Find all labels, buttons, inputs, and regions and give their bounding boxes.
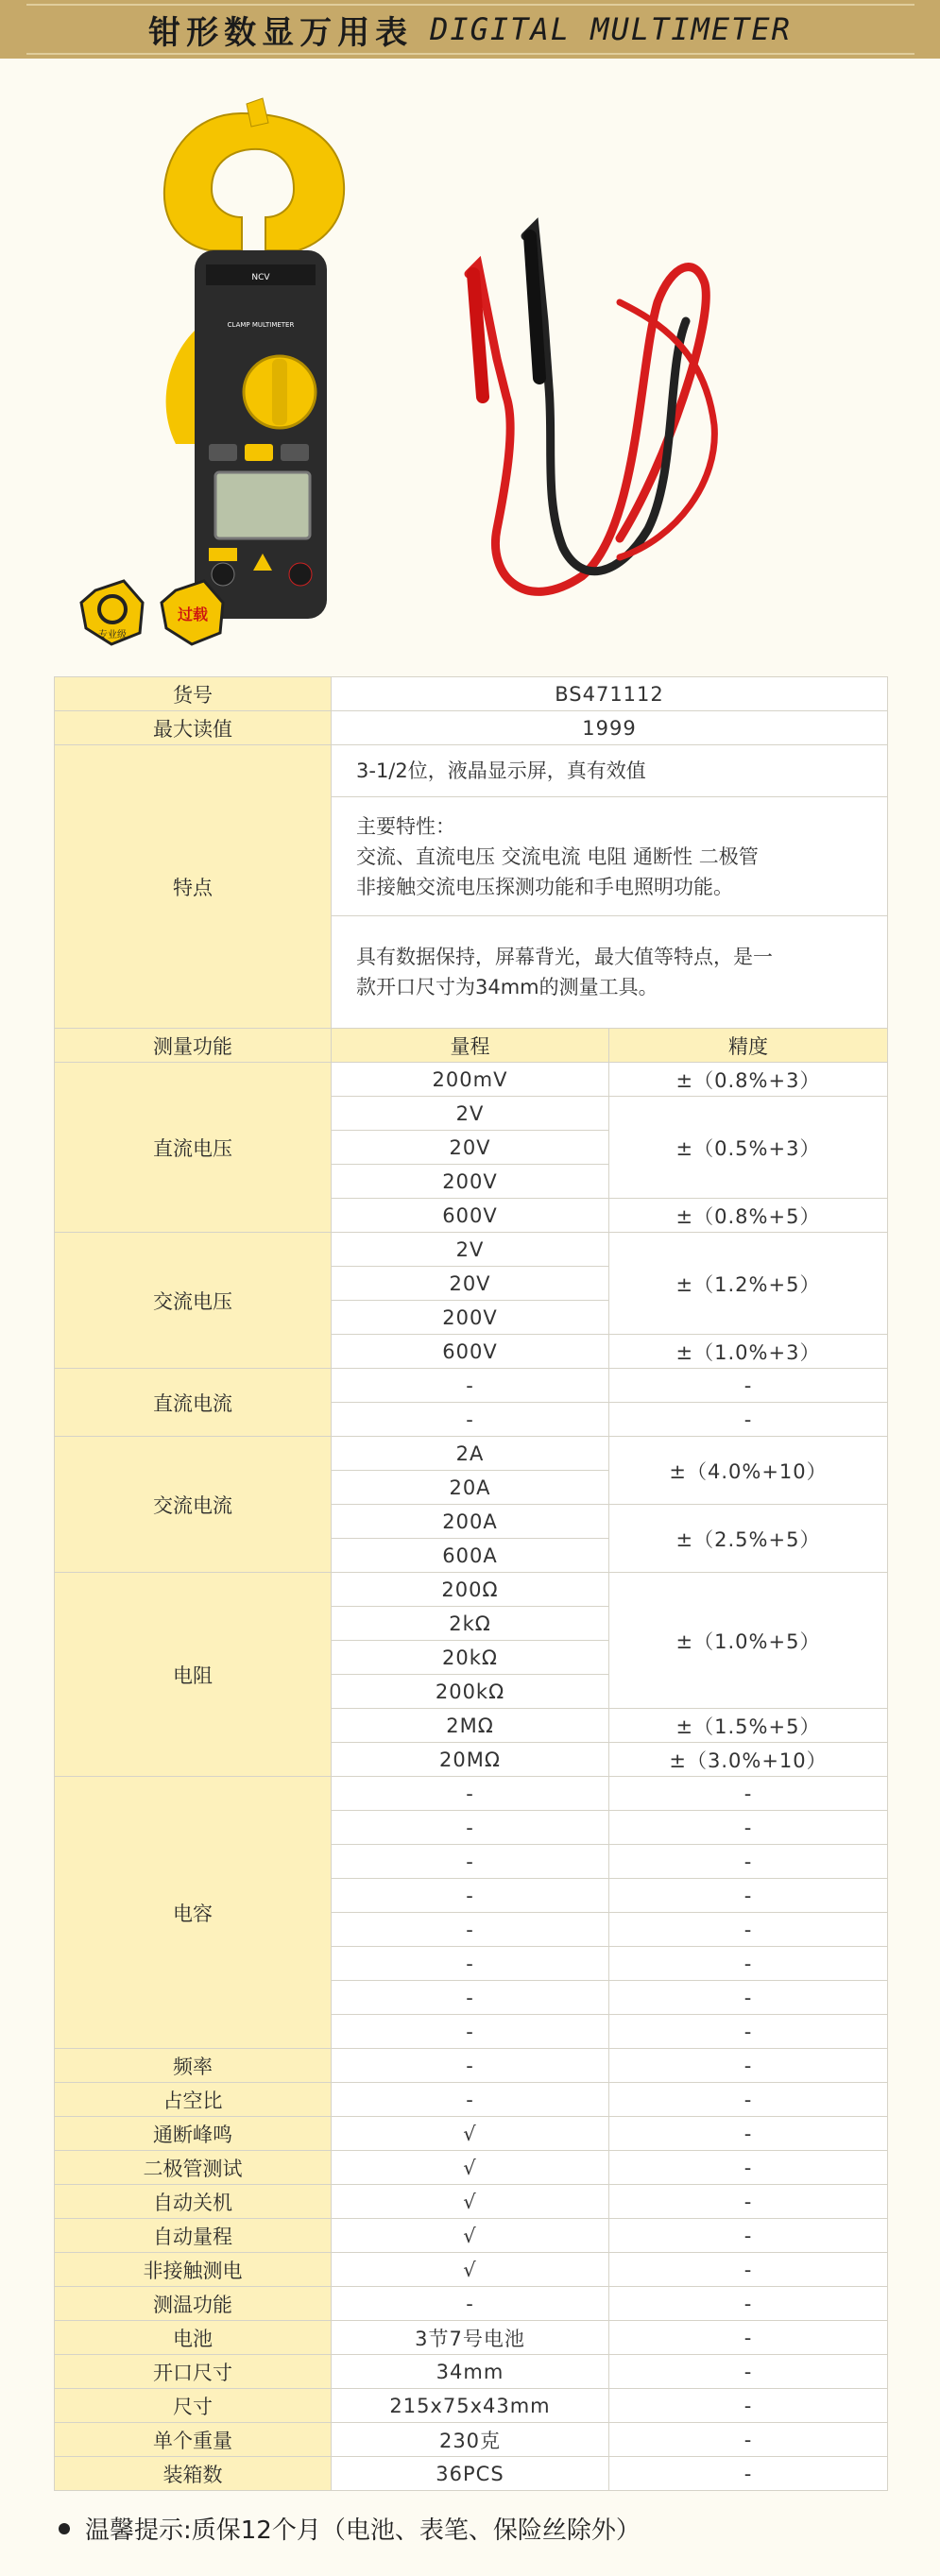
title-english: DIGITAL MULTIMETER (430, 11, 792, 47)
svg-text:NCV: NCV (251, 273, 270, 282)
accuracy-cell: - (609, 2015, 888, 2049)
range-cell: 600V (332, 1335, 609, 1369)
row-label: 通断峰鸣 (55, 2117, 332, 2151)
feature-text (332, 916, 888, 1029)
row-label: 测温功能 (55, 2287, 332, 2321)
range-cell: 230克 (332, 2423, 609, 2457)
overload-badge-icon (162, 581, 223, 644)
range-cell: 20V (332, 1267, 609, 1301)
range-cell: √ (332, 2151, 609, 2185)
range-cell: 20V (332, 1131, 609, 1165)
title-chinese: 钳形数显万用表 (148, 13, 414, 52)
range-cell: 200mV (332, 1063, 609, 1097)
accuracy-cell: - (609, 1811, 888, 1845)
range-cell: 200Ω (332, 1573, 609, 1607)
accuracy-cell: - (609, 1981, 888, 2015)
range-cell: 2kΩ (332, 1607, 609, 1641)
row-label: 货号 (55, 677, 332, 711)
range-cell: √ (332, 2117, 609, 2151)
row-label: 自动量程 (55, 2219, 332, 2253)
accuracy-cell: - (609, 2389, 888, 2423)
table-row (55, 2321, 888, 2355)
row-label: 最大读值 (55, 711, 332, 745)
table-row (55, 1029, 888, 1063)
accuracy-cell: - (609, 2321, 888, 2355)
feature-text: 3-1/2位，液晶显示屏，真有效值 (332, 745, 888, 797)
range-cell: 2A (332, 1437, 609, 1471)
range-cell: 20A (332, 1471, 609, 1505)
row-label: 尺寸 (55, 2389, 332, 2423)
header-accuracy: 精度 (609, 1029, 888, 1063)
accuracy-cell: - (609, 1403, 888, 1437)
table-row (55, 2287, 888, 2321)
range-cell: 200A (332, 1505, 609, 1539)
table-row (55, 2389, 888, 2423)
row-label: 二极管测试 (55, 2151, 332, 2185)
accuracy-cell: ±（1.5%+5） (609, 1709, 888, 1743)
header-function: 测量功能 (55, 1029, 332, 1063)
accuracy-cell: - (609, 2457, 888, 2491)
range-cell: - (332, 1811, 609, 1845)
feature-line: 款开口尺寸为34mm的测量工具。 (356, 976, 658, 998)
accuracy-cell: ±（3.0%+10） (609, 1743, 888, 1777)
accuracy-cell: - (609, 2083, 888, 2117)
test-leads-image (469, 227, 714, 591)
accuracy-cell: ±（0.8%+5） (609, 1199, 888, 1233)
accuracy-cell: - (609, 2219, 888, 2253)
range-cell: - (332, 1777, 609, 1811)
accuracy-cell: - (609, 2185, 888, 2219)
table-row (55, 1369, 888, 1403)
table-row (55, 2185, 888, 2219)
table-row (55, 2049, 888, 2083)
row-label: 占空比 (55, 2083, 332, 2117)
row-label: 开口尺寸 (55, 2355, 332, 2389)
accuracy-cell: - (609, 1369, 888, 1403)
range-cell: - (332, 2049, 609, 2083)
range-cell: - (332, 1981, 609, 2015)
row-value: BS471112 (332, 677, 888, 711)
accuracy-cell: - (609, 1879, 888, 1913)
table-row (55, 2423, 888, 2457)
row-label: 直流电压 (55, 1063, 332, 1233)
title-bar (26, 4, 914, 55)
spec-table (54, 676, 888, 2491)
range-cell: 2MΩ (332, 1709, 609, 1743)
row-label: 自动关机 (55, 2185, 332, 2219)
table-row (55, 1777, 888, 1811)
row-label: 电池 (55, 2321, 332, 2355)
table-row (55, 677, 888, 711)
table-row (55, 2457, 888, 2491)
accuracy-cell: - (609, 2049, 888, 2083)
accuracy-cell: ±（1.0%+5） (609, 1573, 888, 1709)
row-label: 单个重量 (55, 2423, 332, 2457)
row-label: 装箱数 (55, 2457, 332, 2491)
product-photo (53, 85, 884, 652)
warranty-note (59, 2511, 641, 2546)
feature-line: 交流、直流电压 交流电流 电阻 通断性 二极管 (356, 844, 759, 868)
table-row (55, 745, 888, 797)
accuracy-cell: - (609, 1845, 888, 1879)
range-cell: - (332, 1369, 609, 1403)
range-cell: 215x75x43mm (332, 2389, 609, 2423)
row-label: 交流电压 (55, 1233, 332, 1369)
table-row (55, 2117, 888, 2151)
badge-label-overload: 过载 (177, 606, 209, 623)
range-cell: 200kΩ (332, 1675, 609, 1709)
table-row (55, 2151, 888, 2185)
clamp-meter-image (164, 98, 344, 619)
range-cell: - (332, 2287, 609, 2321)
row-label: 直流电流 (55, 1369, 332, 1437)
range-cell: 2V (332, 1097, 609, 1131)
row-value: 1999 (332, 711, 888, 745)
feature-line: 具有数据保持，屏幕背光，最大值等特点，是一 (356, 946, 773, 968)
accuracy-cell: - (609, 1947, 888, 1981)
row-label: 频率 (55, 2049, 332, 2083)
range-cell: - (332, 1403, 609, 1437)
range-cell: - (332, 1845, 609, 1879)
range-cell: 20MΩ (332, 1743, 609, 1777)
accuracy-cell: - (609, 1913, 888, 1947)
feature-text (332, 797, 888, 916)
accuracy-cell: ±（4.0%+10） (609, 1437, 888, 1505)
range-cell: √ (332, 2219, 609, 2253)
header-range: 量程 (332, 1029, 609, 1063)
row-label: 交流电流 (55, 1437, 332, 1573)
row-label: 非接触测电 (55, 2253, 332, 2287)
accuracy-cell: - (609, 2355, 888, 2389)
range-cell: 20kΩ (332, 1641, 609, 1675)
accuracy-cell: - (609, 2253, 888, 2287)
range-cell: - (332, 1879, 609, 1913)
table-row (55, 1233, 888, 1267)
row-label: 电容 (55, 1777, 332, 2049)
range-cell: - (332, 2083, 609, 2117)
range-cell: √ (332, 2253, 609, 2287)
accuracy-cell: - (609, 2151, 888, 2185)
range-cell: 36PCS (332, 2457, 609, 2491)
table-row (55, 1063, 888, 1097)
range-cell: 600V (332, 1199, 609, 1233)
range-cell: - (332, 1947, 609, 1981)
row-label: 电阻 (55, 1573, 332, 1777)
badge-label-professional: 专业级 (98, 630, 127, 640)
table-row (55, 2219, 888, 2253)
bullet-icon (59, 2523, 70, 2534)
table-row (55, 1573, 888, 1607)
accuracy-cell: ±（0.5%+3） (609, 1097, 888, 1199)
table-row (55, 711, 888, 745)
professional-badge-icon (81, 581, 143, 644)
warranty-text: 温馨提示:质保12个月（电池、表笔、保险丝除外） (85, 2516, 641, 2545)
range-cell: - (332, 2015, 609, 2049)
accuracy-cell: ±（1.2%+5） (609, 1233, 888, 1335)
accuracy-cell: - (609, 2423, 888, 2457)
feature-line: 主要特性： (356, 814, 455, 838)
accuracy-cell: ±（1.0%+3） (609, 1335, 888, 1369)
range-cell: 34mm (332, 2355, 609, 2389)
table-row (55, 1437, 888, 1471)
table-row (55, 2253, 888, 2287)
table-row (55, 2083, 888, 2117)
title-banner (0, 0, 940, 59)
accuracy-cell: ±（2.5%+5） (609, 1505, 888, 1573)
accuracy-cell: ±（0.8%+3） (609, 1063, 888, 1097)
range-cell: 3节7号电池 (332, 2321, 609, 2355)
accuracy-cell: - (609, 2287, 888, 2321)
range-cell: - (332, 1913, 609, 1947)
table-row (55, 2355, 888, 2389)
range-cell: 600A (332, 1539, 609, 1573)
accuracy-cell: - (609, 1777, 888, 1811)
accuracy-cell: - (609, 2117, 888, 2151)
svg-text:CLAMP MULTIMETER: CLAMP MULTIMETER (227, 321, 295, 329)
row-label: 特点 (55, 745, 332, 1029)
range-cell: 200V (332, 1165, 609, 1199)
range-cell: 2V (332, 1233, 609, 1267)
range-cell: √ (332, 2185, 609, 2219)
range-cell: 200V (332, 1301, 609, 1335)
feature-line: 非接触交流电压探测功能和手电照明功能。 (356, 875, 733, 898)
